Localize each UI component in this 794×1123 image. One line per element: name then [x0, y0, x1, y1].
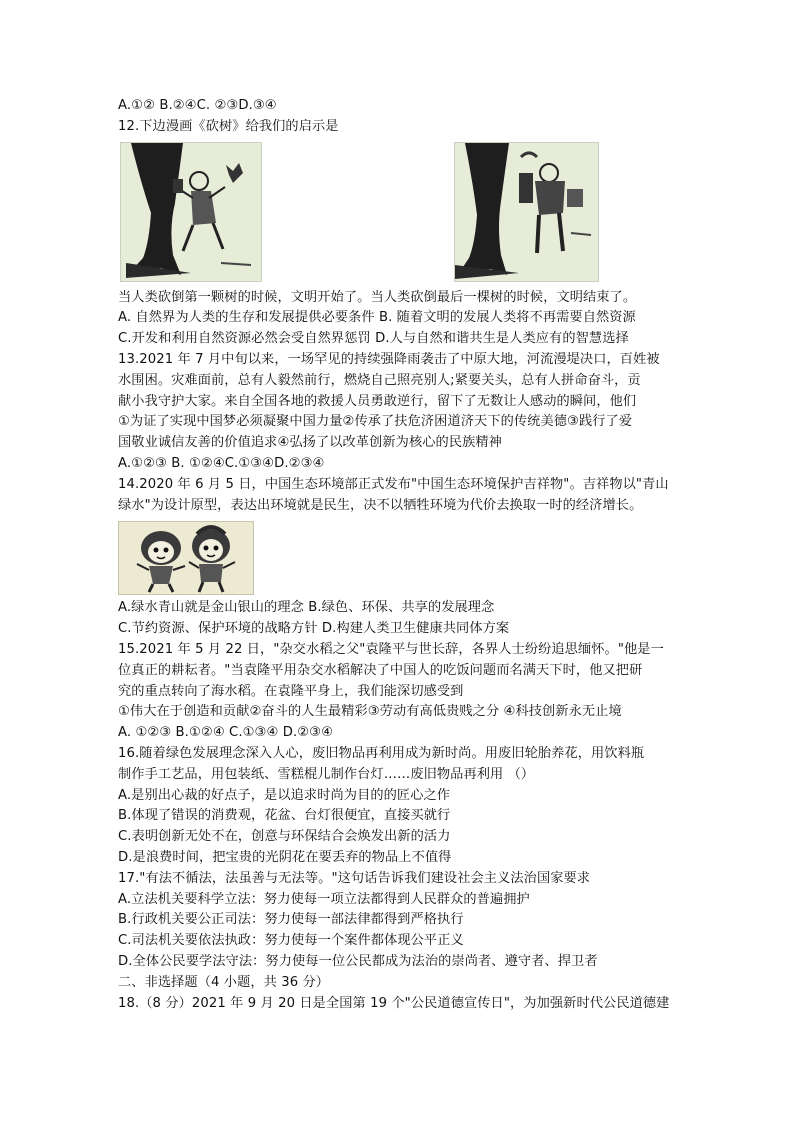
- q14-options-ab: A.绿水青山就是金山银山的理念 B.绿色、环保、共享的发展理念: [118, 600, 495, 616]
- q13-stem-line-3: 献小我守护大家。来自全国各地的救援人员勇敢逆行，留下了无数让人感动的瞬间，他们: [118, 393, 637, 409]
- q17-option-a: A.立法机关要科学立法：努力使每一项立法都得到人民群众的普遍拥护: [118, 891, 530, 907]
- q16-option-d: D.是浪费时间，把宝贵的光阴花在要丢弃的物品上不值得: [118, 849, 452, 865]
- q17-option-d: D.全体公民要学法守法：努力使每一位公民都成为法治的崇尚者、遵守者、捍卫者: [118, 953, 598, 969]
- q12-options-cd: C.开发和利用自然资源必然会受自然界惩罚 D.人与自然和谐共生是人类应有的智慧选择: [118, 331, 629, 347]
- q16-option-a: A.是别出心裁的好点子，是以追求时尚为目的的匠心之作: [118, 787, 451, 803]
- q17-option-b: B.行政机关要公正司法：努力使每一部法律都得到严格执行: [118, 912, 464, 928]
- q13-stem-line-1: 13.2021 年 7 月中旬以来，一场罕见的持续强降雨袭击了中原大地，河流漫堤决口，百姓被: [118, 351, 660, 367]
- exam-page: [118, 96, 678, 1014]
- q13-options: A.①②③ B. ①②④C.①③④D.②③④: [118, 455, 325, 471]
- q15-stem-line-3: 究的重点转向了海水稻。在袁隆平身上，我们能深切感受到: [118, 683, 464, 699]
- q14-stem-line-1: 14.2020 年 6 月 5 日，中国生态环境部正式发布"中国生态环境保护吉祥物"。吉祥物以"青山: [118, 476, 669, 492]
- comic-chopping-trees: [118, 142, 678, 282]
- comic-panel-last-tree: [454, 142, 599, 282]
- q16-stem-line-2: 制作手工艺品，用包装纸、雪糕棍儿制作台灯……废旧物品再利用 （）: [118, 766, 535, 782]
- q17-stem: 17."有法不循法，法虽善与无法等。"这句话告诉我们建设社会主义法治国家要求: [118, 870, 591, 886]
- q14-stem-line-2: 绿水"为设计原型，表达出环境就是民生，决不以牺牲环境为代价去换取一时的经济增长。: [118, 497, 643, 513]
- q16-option-c: C.表明创新无处不在，创意与环保结合会焕发出新的活力: [118, 829, 451, 845]
- q18-stem-line-1: 18.（8 分）2021 年 9 月 20 日是全国第 19 个"公民道德宣传日"，为加强新时代公民道德建: [118, 995, 670, 1011]
- q13-stem-line-2: 水围困。灾难面前，总有人毅然前行，燃烧自己照亮别人;紧要关头，总有人拼命奋斗，贡: [118, 372, 641, 388]
- q15-options: A. ①②③ B.①②④ C.①③④ D.②③④: [118, 725, 334, 741]
- q14-options-cd: C.节约资源、保护环境的战略方针 D.构建人类卫生健康共同体方案: [118, 621, 510, 637]
- q13-stem-line-4: ①为证了实现中国梦必须凝聚中国力量②传承了扶危济困道济天下的传统美德③践行了爱: [118, 414, 633, 430]
- q12-stem: 12.下边漫画《砍树》给我们的启示是: [118, 118, 339, 134]
- q12-caption: 当人类砍倒第一颗树的时候，文明开始了。当人类砍倒最后一棵树的时候，文明结束了。: [118, 289, 637, 305]
- q15-stem-line-4: ①伟大在于创造和贡献②奋斗的人生最精彩③劳动有高低贵贱之分 ④科技创新永无止境: [118, 704, 622, 720]
- section-title-non-choice: 二、非选择题（4 小题，共 36 分）: [118, 974, 330, 990]
- q17-option-c: C.司法机关要依法执政：努力使每一个案件都体现公平正义: [118, 933, 464, 949]
- q15-stem-line-1: 15.2021 年 5 月 22 日，"杂交水稻之父"袁隆平与世长辞，各界人士纷纷追思缅怀。"他是一: [118, 641, 664, 657]
- comic-panel-first-tree: [120, 142, 262, 282]
- q15-stem-line-2: 位真正的耕耘者。"当袁隆平用杂交水稻解决了中国人的吃饭问题而名满天下时，他又把研: [118, 662, 643, 678]
- q16-option-b: B.体现了错误的消费观，花盆、台灯很便宜，直接买就行: [118, 808, 451, 824]
- q11-options: A.①② B.②④C. ②③D.③④: [118, 98, 277, 113]
- mascot-image: [118, 521, 254, 595]
- q16-stem-line-1: 16.随着绿色发展理念深入人心，废旧物品再利用成为新时尚。用废旧轮胎养花，用饮料瓶: [118, 745, 645, 761]
- q13-stem-line-5: 国敬业诚信友善的价值追求④弘扬了以改革创新为核心的民族精神: [118, 435, 502, 451]
- q12-options-ab: A. 自然界为人类的生存和发展提供必要条件 B. 随着文明的发展人类将不再需要自然资源: [118, 310, 636, 326]
